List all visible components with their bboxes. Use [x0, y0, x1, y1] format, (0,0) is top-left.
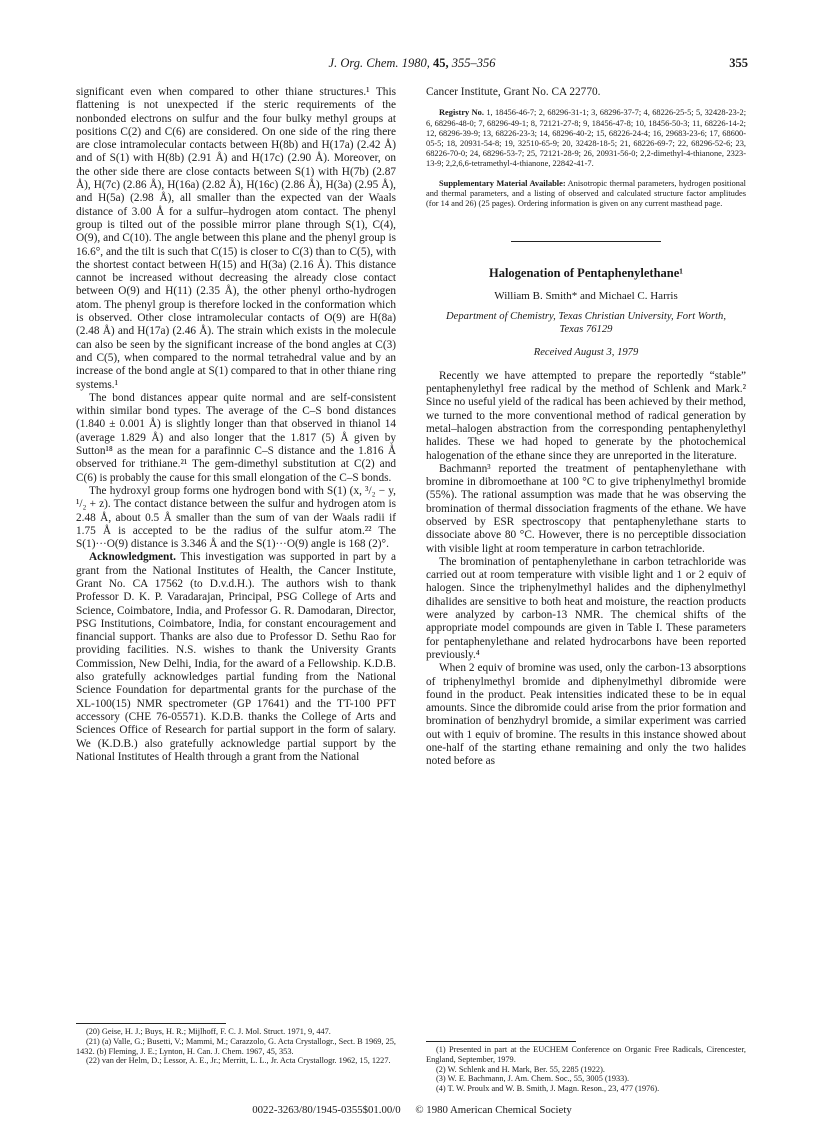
registry-text: 1, 18456-46-7; 2, 68296-31-1; 3, 68296-37-7; 4, 68226-25-5; 5, 32428-23-2; 6, 68296-48-0; 7, 68296-49-1; 8, 72121-27-8; 9, 18456-47-8; 10, 18456-50-3; 11, 68226-14-2; 12, 68296-39-9; 13, 68226-23-3; 14, 68296-40-2; 15, 68226-24-4; 16, 29683-23-6; 17, 68600-05-5; 18, 20931-54-8; 19, 32510-65-9; 20, 32428-18-5; 21, 68226-69-7; 22, 68296-52-6; 23, 68226-70-0; 24, 68296-53-7; 25, 72121-28-9; 26, 20931-56-0; 2,2-dimethyl-4-thianone, 2323-13-9; 2,2,6,6-tetramethyl-4-thianone, 22842-41-7.: [426, 108, 747, 169]
left-footnotes: [76, 1023, 396, 1066]
footnote: (2) W. Schlenk and H. Mark, Ber. 55, 2285 (1922).: [436, 1064, 605, 1074]
page-footer: [0, 1104, 824, 1116]
supplementary-text: Anisotropic thermal parameters, hydrogen positional and thermal parameters, and a listing of observed and calculated structure factor amplitudes (for 14 and 26) (25 pages). Ordering information is given on any current masthead page.: [426, 178, 746, 208]
page-header: [0, 56, 824, 76]
body-paragraph: Bachmann³ reported the treatment of pentaphenylethane with bromine in dibromoethane at 100 °C to give triphenylmethyl bromide (55%). The rational assumption was made that he was observing the bromination of thermal dissociation fragments of the ethane. We have observed by ESR spectroscopy that pentaphenylethane starts to dissociate above 80 °C. However, there is no perceptible dissociation with visible light at room temperature in carbon tetrachloride.: [426, 462, 746, 555]
journal-name: J. Org. Chem.: [328, 56, 399, 70]
continuation-text: Cancer Institute, Grant No. CA 22770.: [426, 86, 601, 98]
footnote: (20) Geise, H. J.; Buys, H. R.; Mijlhoff, F. C. J. Mol. Struct. 1971, 9, 447.: [86, 1027, 331, 1036]
body-paragraph: Recently we have attempted to prepare the reportedly “stable” pentaphenylethyl free radical by the method of Schlenk and Mark.² Since no useful yield of the radical has been achieved by their method, we turned to the more conventional method of radical generation by metal–halogen abstraction from the corresponding pentaphenylethyl halides. These we had hoped to generate by the photochemical halogenation of the ethane since they are unreported in the literature.: [426, 369, 746, 462]
acknowledgment-heading: Acknowledgment.: [89, 551, 176, 564]
page-number: 355: [729, 56, 748, 70]
journal-pages: 355–356: [451, 56, 496, 70]
footnote-rule: [76, 1023, 226, 1024]
footnote: (21) (a) Valle, G.; Busetti, V.; Mammi, M.; Carazzolo, G. Acta Crystallogr., Sect. B 1969, 25, 1432. (b) Fleming, J. E.; Lynton, H. Can. J. Chem. 1967, 45, 353.: [76, 1036, 396, 1056]
article-authors: William B. Smith* and Michael C. Harris: [494, 290, 678, 303]
registry-numbers: [426, 108, 746, 169]
footnote: (3) W. E. Bachmann, J. Am. Chem. Soc., 55, 3005 (1933).: [436, 1074, 630, 1084]
journal-citation: [0, 56, 824, 71]
article-title: Halogenation of Pentaphenylethane¹: [488, 266, 684, 281]
body-paragraph: When 2 equiv of bromine was used, only the carbon-13 absorptions of triphenylmethyl bromide and diphenylmethyl dibromide were found in the product. Peak intensities indicated these to be in equal amounts. Since the dibromide could arise from the prior formation and bromination of benzhydryl bromide, a similar experiment was carried out with 1 equiv of bromine. The results in this instance showed about one-half of the starting ethane remaining and only the two halides noted before as: [426, 662, 746, 768]
copyright-notice: © 1980 American Chemical Society: [415, 1104, 572, 1116]
body-paragraph: The hydroxyl group forms one hydrogen bond with S(1) (x, ³/₂ − y, ¹/₂ + z). The contact distance between the sulfur and hydrogen atom is 2.48 Å, about 0.5 Å smaller than the sum of van der Waals radii if 1.75 Å is accepted to be the radius of the sulfur atom.²² The S(1)···O(9) distance is 3.346 Å and the S(1)···O(9) angle is 168 (2)°.: [76, 484, 396, 551]
right-column: [426, 86, 746, 769]
body-paragraph: significant even when compared to other thiane structures.¹ This flattening is not unexpected if the steric requirements of the nonbonded electrons on sulfur and the four bulky methyl groups at positions C(2) and C(6) are considered. On one side of the ring there are close intramolecular contacts between H(8b) and H(17a) (2.42 Å) and of S(1) with H(8b) (2.91 Å) and H(17c) (2.90 Å). Moreover, on the other side there are close contacts between S(1) with H(7b) (2.87 Å), H(7c) (2.86 Å), H(16a) (2.82 Å), H(16c) (2.86 Å), H(3a) (2.95 Å), and H(5a) (2.98 Å), all smaller than the expected van der Waals distance of 3.00 Å for a sulfur–hydrogen atom contact. The phenyl group is tilted out of the possible mirror plane through S(1), C(4), O(9), and C(10). The angle between this plane and the phenyl group is 16.6°, and the tilt is such that C(15) is closer to C(3) than to C(5), with the shortest contact between H(15) and H(3a) (2.16 Å). This distance cannot be increased without decreasing the already close contact between O(9) and H(11) (2.35 Å), the other phenyl ortho-hydrogen atom. The phenyl group is therefore locked in the conformation which is observed. Other close intramolecular contacts of O(9) are H(8a) (2.48 Å) and H(17a) (2.46 Å). The strain which exists in the molecule can also be seen by the significant increase of the bond angles at C(3) and C(5), when compared to the normal tetrahedral value and by an increase of the bond angle at S(1) compared to that in other thiane ring systems.¹: [76, 86, 396, 391]
supplementary-material: [426, 179, 746, 210]
footnote-rule: [426, 1041, 576, 1042]
left-column: [76, 86, 396, 764]
footnote: (4) T. W. Proulx and W. B. Smith, J. Magn. Reson., 23, 477 (1976).: [436, 1084, 660, 1094]
author-affiliation: Department of Chemistry, Texas Christian University, Fort Worth, Texas 76129: [446, 311, 726, 335]
registry-heading: Registry No.: [439, 108, 484, 118]
right-footnotes: [426, 1041, 746, 1094]
supplementary-heading: Supplementary Material Available:: [439, 178, 566, 188]
acknowledgment-paragraph: [76, 551, 396, 764]
footnote: (22) van der Helm, D.; Lessor, A. E., Jr.; Merritt, L. L., Jr. Acta Crystallogr. 1962, 15, 1227.: [86, 1056, 391, 1066]
article-code: 0022-3263/80/1945-0355$01.00/0: [252, 1104, 401, 1116]
body-paragraph: The bromination of pentaphenylethane in carbon tetrachloride was carried out at room temperature with visible light and 1 or 2 equiv of halogen. Since the triphenylmethyl halides and the diphenylmethyl dihalides are sensitive to both heat and moisture, the reaction products were analyzed by carbon-13 NMR. The chemical shifts of the appropriate model compounds are given in Table I. These parameters for pentaphenylethane and related hydrocarbons have been reported previously.⁴: [426, 555, 746, 661]
acknowledgment-text: This investigation was supported in part by a grant from the National Institutes of Health, the Cancer Institute, Grant No. CA 17562 (to D.v.d.H.). The authors wish to thank Professor D. K. P. Varadarajan, Principal, PSG College of Arts and Science, Coimbatore, India, and Professor G. R. Damodaran, Director, PSG Institutions, Coimbatore, India, for constant encouragement and financial support. Thanks are also due to Professor D. Sethu Rao for providing facilities. N.S. wishes to thank the University Grants Commission, New Delhi, India, for the award of a Fellowship. K.D.B. also gratefully acknowledges partial funding from the National Science Foundation for departmental grants for the purchase of the XL-100(15) NMR spectrometer (GP 17641) and the TT-100 PFT accessory (CHE 76-05571). K.D.B. thanks the College of Arts and Sciences Office of Research for partial support in the form of salary. We (K.D.B.) also gratefully acknowledge partial support by the National Institutes of Health through a grant from the National: [76, 551, 397, 763]
body-paragraph: The bond distances appear quite normal and are self-consistent within similar bond types. The average of the C–S bond distances (1.840 ± 0.001 Å) is slightly longer than that observed in thianol 14 (average 1.829 Å) and also longer that the 1.817 (5) Å given by Sutton¹⁸ as the mean for a parafinnic C–S distance and the 1.816 Å observed for trithiane.²¹ The gem-dimethyl substitution at C(2) and C(6) is probably the cause for this small elongation of the C–S bonds.: [76, 391, 396, 484]
section-divider: [511, 241, 661, 242]
journal-year: 1980,: [401, 56, 430, 70]
footnote: (1) Presented in part at the EUCHEM Conference on Organic Free Radicals, Cirencester, England, September, 1979.: [426, 1045, 746, 1064]
journal-volume: 45,: [432, 56, 449, 70]
received-date: Received August 3, 1979: [533, 346, 639, 358]
